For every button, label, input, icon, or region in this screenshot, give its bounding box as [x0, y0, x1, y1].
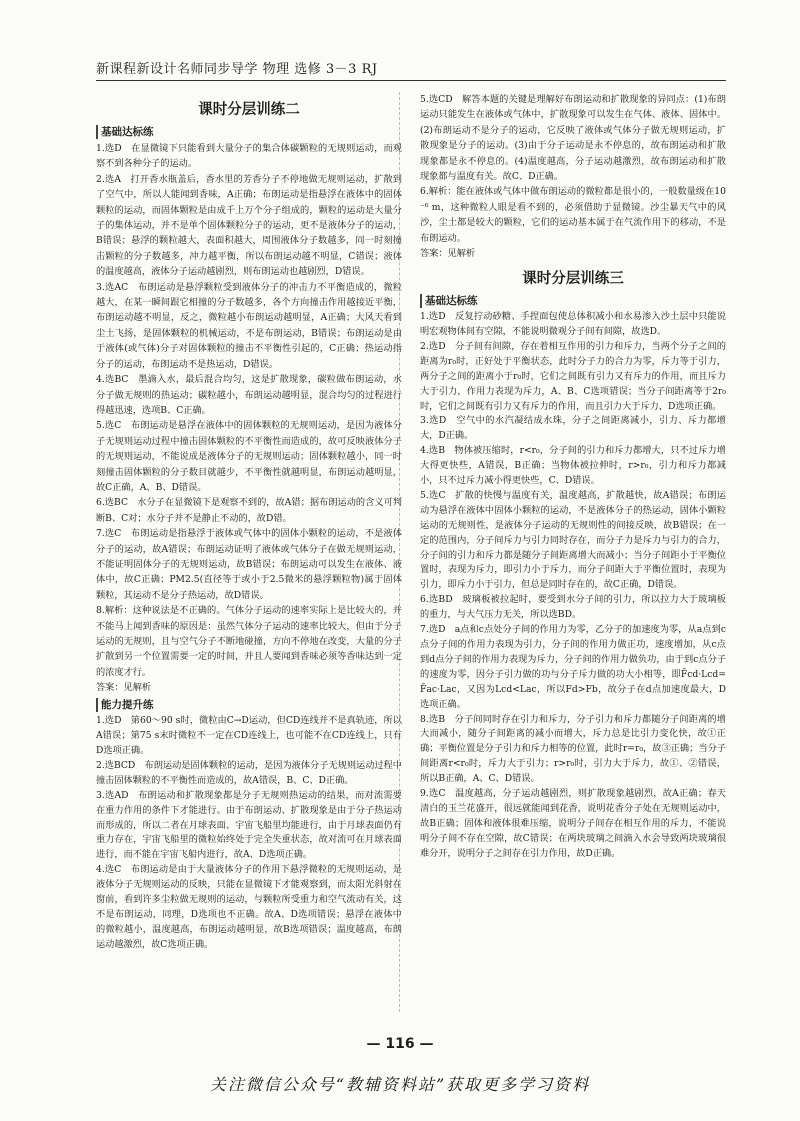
answer-item: 1.选D 第60～90 s时，微粒由C→D运动，但CD连线并不是真轨迹，所以A错误；第75 s末时微粒不一定在CD连线上，也可能不在CD连线上，只有D选项正确。 — [96, 715, 402, 757]
page-number: — 116 — — [366, 1036, 434, 1052]
answer-item: 7.选C 布朗运动是指悬浮于液体或气体中的固体小颗粒的运动，不是液体分子的运动，故A错误；布朗运动证明了液体或气体分子在做无规则运动，不能证明固体分子的无规则运动，故B错误；布朗运动可以发生在液体、液体中，故C正确；PM2.5(直径等于或小于2.5微米的悬浮颗粒物)属于固体颗粒，其运动不是分子热运动，故D错误。 — [96, 528, 402, 601]
subsection-basic: 基础达标练 — [96, 125, 402, 139]
section-title-lesson-3: 课时分层训练三 — [522, 271, 624, 288]
answer-item: 5.选C 扩散的快慢与温度有关，温度越高，扩散越快，故A错误；布朗运动为悬浮在液体中固体小颗粒的运动，不是液体分子的热运动，固体小颗粒运动的无规则性，是液体分子运动的无规则性的间接反映，故B错误；在一定的范围内，分子间斥力与引力同时存在，而分子力是斥力与引力的合力，分子间的引力和斥力都是随分子间距离增大而减小；当分子间距小于平衡位置时，表现为斥力，即引力小于斥力，而分子间距大于平衡位置时，表现为引力，即斥力小于引力，但总是同时存在的，故C正确，D错误。 — [420, 489, 726, 591]
page-header: 新课程新设计名师同步导学 物理 选修 3－3 RJ — [96, 58, 726, 81]
left-column — [96, 92, 402, 1012]
right-column — [420, 92, 726, 1012]
answer-item: 8.解析：这种说法是不正确的。气体分子运动的速率实际上是比较大的，并不能马上闻到香味的原因是：虽然气体分子运动的速率比较大，但由于分子运动的无规则，且与空气分子不断地碰撞，方向不停地在改变，大量的分子扩散到另一个位置需要一定的时间，并且人要闻到香味必须等香味达到一定的浓度才行。 — [96, 605, 402, 678]
answer-note: 答案：见解析 — [96, 682, 152, 694]
answer-item: 2.选BCD 布朗运动是固体颗粒的运动，是因为液体分子无规则运动过程中撞击固体颗粒的不平衡性而造成的，故A错误，B、C、D正确。 — [96, 759, 402, 786]
answer-item: 6.选BC 水分子在显微镜下是观察不到的，故A错；据布朗运动的含义可判断B、C对；水分子并不是静止不动的，故D错。 — [96, 497, 402, 524]
answer-item: 4.选B 物体被压缩时，r<r₀，分子间的引力和斥力都增大，只不过斥力增大得更快些，A错误，B正确；当物体被拉伸时，r>r₀，引力和斥力都减小，只不过斥力减小得更快些，C、D错误。 — [420, 445, 726, 487]
answer-item: 2.选D 分子间有间隙，存在着相互作用的引力和斥力，当两个分子之间的距离为r₀时，正好处于平衡状态，此时分子力的合力为零，斥力等于引力，两分子之间的距离小于r₀时，它们之间既有引力又有斥力的作用，而且斥力大于引力，作用力表现为斥力，A、B、C选项错误；当分子间距离等于2r₀时，它们之间既有引力又有斥力的作用，而且引力大于斥力，D选项正确。 — [420, 340, 726, 412]
answer-item: 5.选CD 解答本题的关键是理解好布朗运动和扩散现象的异同点：(1)布朗运动只能发生在液体或气体中，扩散现象可以发生在气体、液体、固体中。(2)布朗运动不是分子的运动，它反映了液体或气体分子做无规则运动，扩散现象是分子的运动。(3)由于分子运动是永不停息的，故布朗运动和扩散现象都是永不停息的。(4)温度越高，分子运动越激烈，故布朗运动和扩散现象都与温度有关。故C、D正确。 — [420, 94, 726, 183]
answer-item: 9.选C 温度越高，分子运动越剧烈，则扩散现象越剧烈，故A正确；春天清白的玉兰花盛开，很远就能闻到花香，说明花香分子处在无规则运动中，故B正确；固体和液体很难压缩，说明分子间存在相互作用的斥力，不能说明分子间不存在空隙，故C错误；在两块玻璃之间滴入水会导致两块玻璃很难分开，说明分子之间存在引力作用，故D正确。 — [420, 788, 726, 859]
answer-item: 4.选BC 墨滴入水，最后混合均匀，这是扩散现象，碳粒做布朗运动，水分子做无规则的热运动；碳粒越小，布朗运动越明显，混合均匀的过程进行得越迅速，选项B、C正确。 — [96, 374, 402, 416]
answer-item: 3.选AC 布朗运动是悬浮颗粒受到液体分子的冲击力不平衡造成的，微粒越大，在某一瞬间跟它相撞的分子数越多，各个方向撞击作用越接近平衡，布朗运动越不明显，反之，微粒越小布朗运动越明显，A正确；大风天看到尘土飞扬，是固体颗粒的机械运动，不是布朗运动，B错误；布朗运动是由于液体(或气体)分子对固体颗粒的撞击不平衡性引起的，C正确；热运动指分子的运动，布朗运动不是热运动，D错误。 — [96, 281, 402, 370]
section-title-lesson-2: 课时分层训练二 — [198, 102, 300, 118]
answer-item: 4.选C 布朗运动是由于大量液体分子的作用下悬浮微粒的无规则运动，是液体分子无规则运动的反映，只能在显微镜下才能观察到，而太阳光斜射在窗前，看到许多尘粒做无规则的运动，与颗粒所受重力和空气流动有关，这不是布朗运动，同理，D选项也不正确。故A、D选项错误；悬浮在液体中的微粒越小，温度越高，布朗运动越明显，故B选项错误；温度越高，布朗运动越激烈，故C选项正确。 — [96, 864, 402, 950]
answer-item: 5.选C 布朗运动是悬浮在液体中的固体颗粒的无规则运动，是因为液体分子无规则运动过程中撞击固体颗粒的不平衡性而造成的，故可反映液体分子的无规则运动，不能说成是液体分子的无规则运动；固体颗粒越小，同一时刻撞击固体颗粒的分子数目就越少，不平衡性就越明显，布朗运动越明显，故C正确，A、B、D错误。 — [96, 420, 402, 493]
two-column-body — [96, 92, 726, 1012]
footer-promo: 关注微信公众号“教辅资料站”获取更多学习资料 — [209, 1075, 591, 1094]
answer-note: 答案：见解析 — [420, 248, 476, 260]
answer-item: 1.选D 反复拧动砂糖、手捏面包使总体积减小和水易渗入沙土层中只能说明宏观物体间有空隙，不能说明微观分子间有间隙，故选D。 — [420, 311, 726, 337]
answer-item: 7.选D a点和c点处分子间的作用力为零，乙分子的加速度为零，从a点到c点分子间的作用力表现为引力，分子间的作用力做正功，速度增加，从c点到d点分子间的作用力表现为斥力，分子间的作用力做负功，由于到c点分子的速度为零，因分子引力做的功与分子斥力做的功大小相等，即F̄cd·Lcd=F̄ac·Lac，又因为Lcd<Lac，所以Fd>Fb，故分子在d点加速度最大，D选项正确。 — [420, 624, 726, 710]
subsection-basic: 基础达标练 — [420, 294, 726, 308]
subsection-advanced: 能力提升练 — [96, 698, 402, 712]
answer-item: 8.选B 分子间同时存在引力和斥力，分子引力和斥力都随分子间距离的增大而减小，随分子间距离的减小而增大，斥力总是比引力变化快，故①正确；平衡位置是分子引力和斥力相等的位置，此时r=r₀，故③正确；当分子间距离r<r₀时，斥力大于引力；r>r₀时，引力大于斥力，故①、②错误，所以B正确，A、C、D错误。 — [420, 713, 726, 785]
answer-item: 2.选A 打开香水瓶盖后，香水里的芳香分子不停地做无规则运动，扩散到了空气中，所以人能闻到香味，A正确；布朗运动是指悬浮在液体中的固体颗粒的运动，而固体颗粒是由成千上万个分子组成的，颗粒的运动是大量分子的集体运动，并不是单个固体颗粒分子的运动，更不是液体分子的运动，B错误；悬浮的颗粒越大，表面积越大，周围液体分子数越多，同一时刻撞击颗粒的分子数越多，冲力越平衡，所以布朗运动越不明显，C错误；液体的温度越高，液体分子运动越剧烈，则布朗运动也越剧烈，D错误。 — [96, 173, 402, 278]
answer-item: 6.解析：能在液体或气体中做布朗运动的微粒都是很小的，一般数量级在10⁻⁶ m，这种微粒人眼是看不到的，必须借助于显微镜。沙尘暴天气中的风沙，尘土都是较大的颗粒，它们的运动基本属于在气流作用下的移动，不是布朗运动。 — [420, 186, 726, 244]
answer-item: 3.选D 空气中的水汽凝结成水珠，分子之间距离减小，引力、斥力都增大，D正确。 — [420, 415, 726, 442]
answer-item: 1.选D 在显微镜下只能看到大量分子的集合体碳颗粒的无规则运动，而观察不到各种分子的运动。 — [96, 143, 402, 170]
answer-item: 6.选BD 玻璃板被拉起时，要受到水分子间的引力，所以拉力大于玻璃板的重力，与大气压力无关，所以选BD。 — [420, 594, 726, 621]
answer-item: 3.选AD 布朗运动和扩散现象都是分子无规则热运动的结果，而对流需要在重力作用的条件下才能进行。由于布朗运动、扩散现象是由于分子热运动而形成的，所以二者在月球表面、宇宙飞船里均能进行，由于月球表面仍有重力存在，宇宙飞船里的微粒始终处于完全失重状态，故对流可在月球表面进行，而不能在宇宙飞船内进行，故A、D选项正确。 — [96, 789, 402, 861]
